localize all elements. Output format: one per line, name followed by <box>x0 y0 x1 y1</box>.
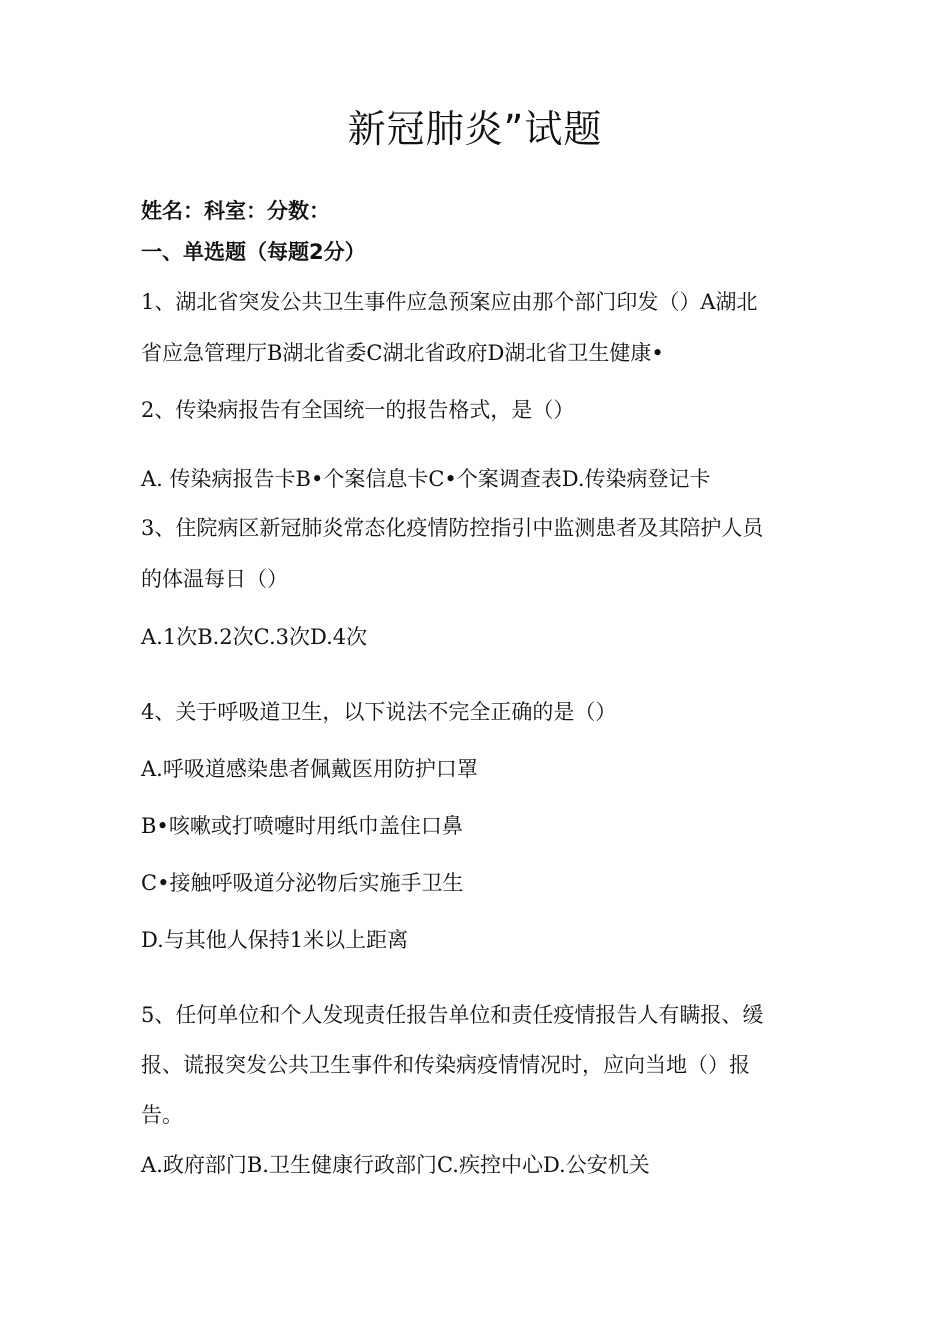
question-4-option-c: C•接触呼吸道分泌物后实施手卫生 <box>141 871 464 895</box>
question-4-option-a: A.呼吸道感染患者佩戴医用防护口罩 <box>141 757 478 781</box>
question-5-options: A.政府部门B.卫生健康行政部门C.疾控中心D.公安机关 <box>141 1153 650 1177</box>
question-4-option-b: B•咳嗽或打喷嚏时用纸巾盖住口鼻 <box>141 814 463 838</box>
question-3-options: A.1次B.2次C.3次D.4次 <box>141 625 368 649</box>
question-3-line-2: 的体温每日（） <box>141 567 288 591</box>
question-1-line-1: 1、湖北省突发公共卫生事件应急预案应由那个部门印发（）A湖北 <box>141 290 758 314</box>
question-3-line-1: 3、住院病区新冠肺炎常态化疫情防控指引中监测患者及其陪护人员 <box>141 516 764 540</box>
question-1-line-2: 省应急管理厅B湖北省委C湖北省政府D湖北省卫生健康• <box>141 341 664 365</box>
question-5-line-3: 告。 <box>141 1103 183 1127</box>
question-5-line-1: 5、任何单位和个人发现责任报告单位和责任疫情报告人有瞒报、缓 <box>141 1003 764 1027</box>
question-2-stem: 2、传染病报告有全国统一的报告格式，是（） <box>141 398 575 422</box>
question-4-stem: 4、关于呼吸道卫生，以下说法不完全正确的是（） <box>141 700 617 724</box>
question-4-option-d: D.与其他人保持1米以上距离 <box>141 928 409 952</box>
question-2-options: A. 传染病报告卡B•个案信息卡C•个案调查表D.传染病登记卡 <box>141 467 711 491</box>
info-line: 姓名：科室：分数： <box>141 199 330 223</box>
section-heading: 一、单选题（每题2分） <box>141 240 366 264</box>
page-title: 新冠肺炎”试题 <box>347 107 603 151</box>
question-5-line-2: 报、谎报突发公共卫生事件和传染病疫情情况时，应向当地（）报 <box>141 1053 750 1077</box>
